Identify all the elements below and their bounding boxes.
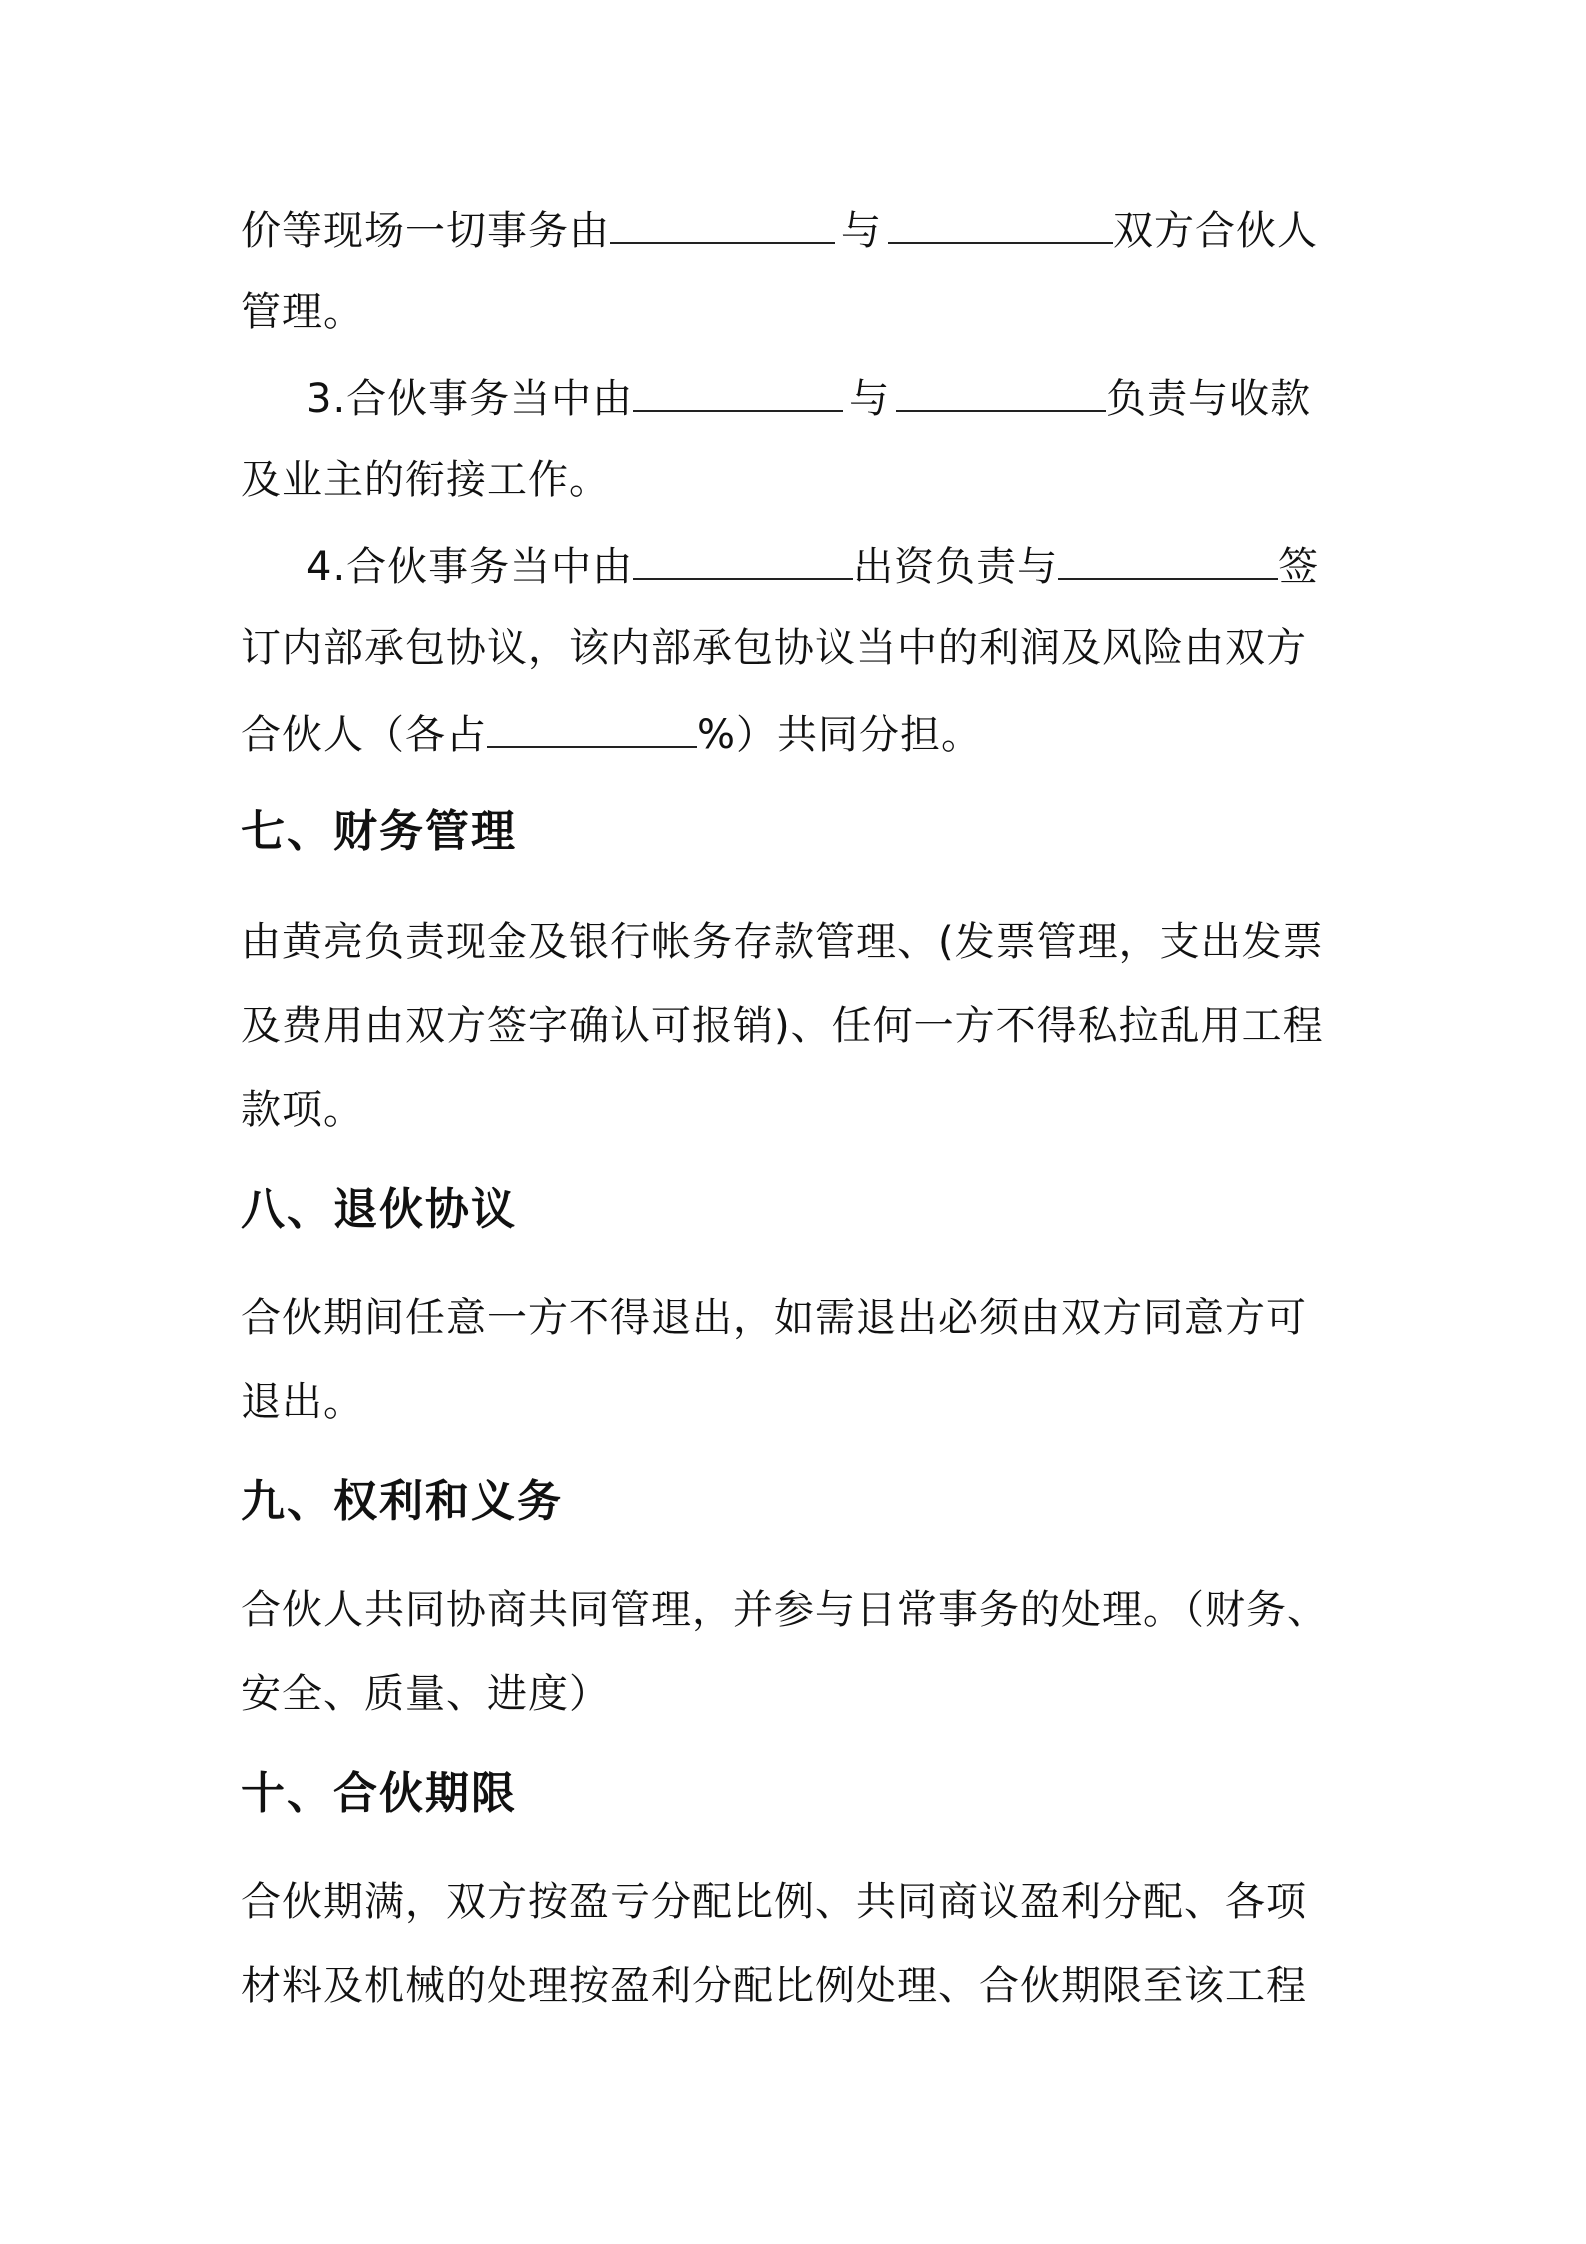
text-segment: 双方合伙人 bbox=[1113, 208, 1318, 254]
paragraph-line: 合伙期间任意一方不得退出，如需退出必须由双方同意方可 bbox=[241, 1295, 1307, 1341]
paragraph-line: 安全、质量、进度） bbox=[241, 1671, 610, 1717]
paragraph-line bbox=[306, 530, 1351, 598]
text-segment: 4.合伙事务当中由 bbox=[306, 544, 634, 590]
text-segment: 签 bbox=[1278, 544, 1320, 590]
text-segment: 出资负责与 bbox=[853, 544, 1059, 590]
text-segment: 与 bbox=[841, 208, 882, 254]
paragraph-line: 款项。 bbox=[241, 1087, 364, 1133]
paragraph-line: 管理。 bbox=[241, 289, 364, 335]
paragraph-line bbox=[241, 194, 1351, 262]
text-segment: 与 bbox=[849, 376, 891, 422]
section-heading: 七、财务管理 bbox=[241, 806, 517, 857]
paragraph-line: 材料及机械的处理按盈利分配比例处理、合伙期限至该工程 bbox=[241, 1963, 1307, 2009]
text-segment: %）共同分担。 bbox=[697, 712, 983, 758]
paragraph-line: 合伙期满，双方按盈亏分配比例、共同商议盈利分配、各项 bbox=[241, 1879, 1307, 1925]
fill-in-blank[interactable] bbox=[1058, 530, 1278, 580]
text-segment: 价等现场一切事务由 bbox=[241, 208, 610, 254]
section-heading: 十、合伙期限 bbox=[241, 1768, 517, 1819]
paragraph-line bbox=[306, 362, 1351, 430]
paragraph-line: 及业主的衔接工作。 bbox=[241, 457, 610, 503]
fill-in-blank[interactable] bbox=[633, 362, 843, 412]
percentage-blank[interactable] bbox=[487, 698, 697, 748]
text-segment: 合伙人（各占 bbox=[241, 712, 487, 758]
paragraph-line: 及费用由双方签字确认可报销)、任何一方不得私拉乱用工程 bbox=[241, 1003, 1324, 1049]
fill-in-blank[interactable] bbox=[610, 194, 835, 244]
paragraph-line bbox=[241, 698, 1351, 766]
paragraph-line: 合伙人共同协商共同管理，并参与日常事务的处理。（财务、 bbox=[241, 1587, 1328, 1633]
paragraph-line: 由黄亮负责现金及银行帐务存款管理、(发票管理，支出发票 bbox=[241, 919, 1324, 965]
fill-in-blank[interactable] bbox=[896, 362, 1106, 412]
paragraph-line: 退出。 bbox=[241, 1379, 364, 1425]
paragraph-line: 订内部承包协议，该内部承包协议当中的利润及风险由双方 bbox=[241, 625, 1307, 671]
fill-in-blank[interactable] bbox=[888, 194, 1113, 244]
fill-in-blank[interactable] bbox=[633, 530, 853, 580]
section-heading: 八、退伙协议 bbox=[241, 1184, 517, 1235]
text-segment: 3.合伙事务当中由 bbox=[306, 376, 634, 422]
text-segment: 负责与收款 bbox=[1106, 376, 1312, 422]
section-heading: 九、权利和义务 bbox=[241, 1476, 563, 1527]
